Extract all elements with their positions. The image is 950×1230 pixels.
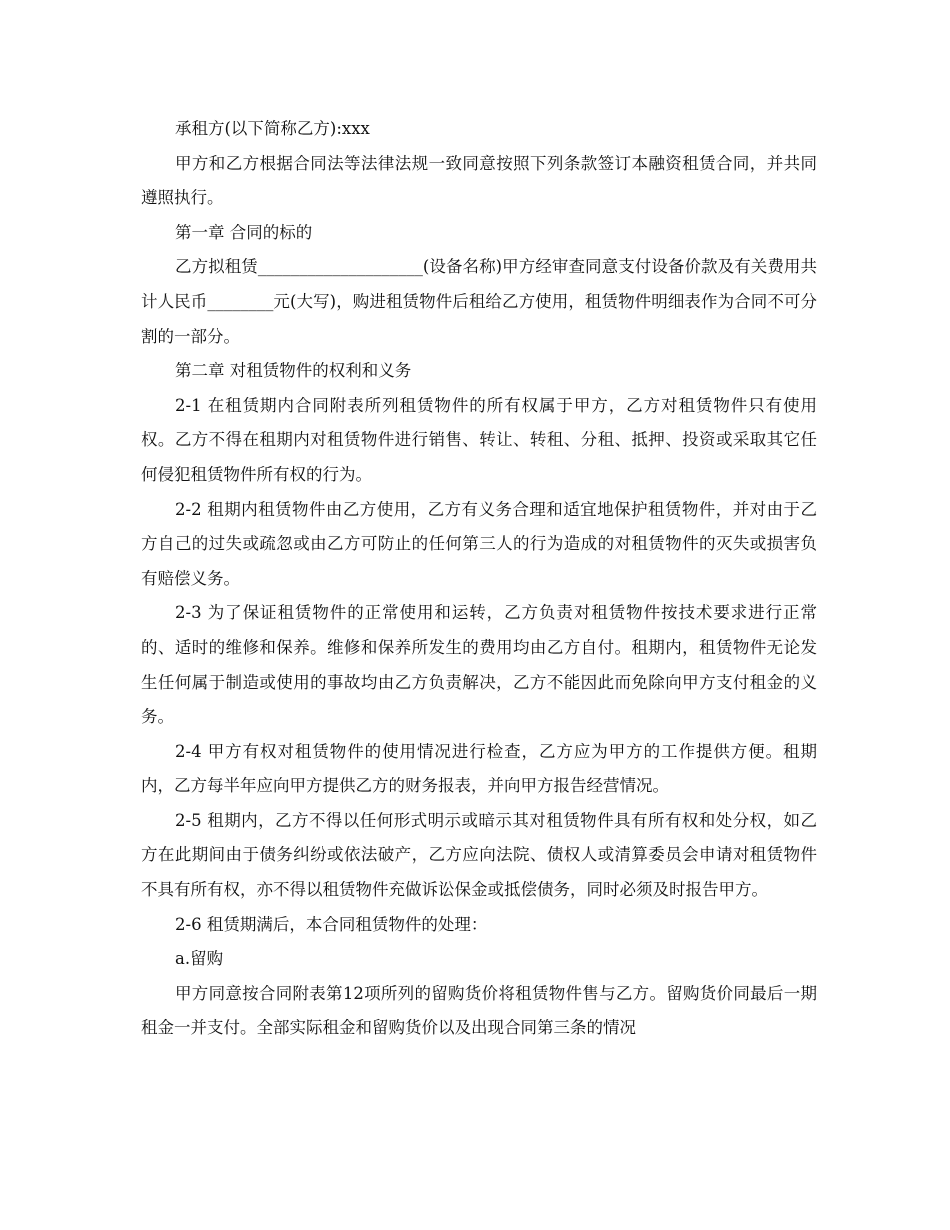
chapter-1-paragraph: 乙方拟租赁____________________(设备名称)甲方经审查同意支付设备价款及有关费用共计人民币________元(大写)，购进租赁物件后租给乙方使用，租赁物件明细表作为合同不可分割的一部分。 bbox=[141, 257, 817, 346]
clause-2-3: 2-3 为了保证租赁物件的正常使用和运转，乙方负责对租赁物件按技术要求进行正常的、适时的维修和保养。维修和保养所发生的费用均由乙方自付。租期内，租赁物件无论发生任何属于制造或使用的事故均由乙方负责解决，乙方不能因此而免除向甲方支付租金的义务。 bbox=[141, 603, 817, 727]
option-a-heading: a.留购 bbox=[175, 949, 224, 969]
chapter-1-heading: 第一章 合同的标的 bbox=[175, 222, 313, 242]
clause-2-2: 2-2 租期内租赁物件由乙方使用，乙方有义务合理和适宜地保护租赁物件，并对由于乙方自己的过失或疏忽或由乙方可防止的任何第三人的行为造成的对租赁物件的灭失或损害负有赔偿义务。 bbox=[141, 499, 817, 588]
clause-2-1: 2-1 在租赁期内合同附表所列租赁物件的所有权属于甲方，乙方对租赁物件只有使用权。乙方不得在租期内对租赁物件进行销售、转让、转租、分租、抵押、投资或采取其它任何侵犯租赁物件所有权的行为。 bbox=[141, 395, 817, 484]
chapter-2-heading: 第二章 对租赁物件的权利和义务 bbox=[175, 361, 412, 381]
clause-2-5: 2-5 租期内，乙方不得以任何形式明示或暗示其对租赁物件具有所有权和处分权，如乙方在此期间由于债务纠纷或依法破产，乙方应向法院、债权人或清算委员会申请对租赁物件不具有所有权，亦不得以租赁物件充做诉讼保金或抵偿债务，同时必须及时报告甲方。 bbox=[141, 810, 817, 900]
option-a-paragraph: 甲方同意按合同附表第12项所列的留购货价将租赁物件售与乙方。留购货价同最后一期租金一并支付。全部实际租金和留购货价以及出现合同第三条的情况 bbox=[141, 983, 817, 1038]
clause-2-6: 2-6 租赁期满后，本合同租赁物件的处理： bbox=[175, 914, 488, 934]
clause-2-4: 2-4 甲方有权对租赁物件的使用情况进行检查，乙方应为甲方的工作提供方便。租期内，乙方每半年应向甲方提供乙方的财务报表，并向甲方报告经营情况。 bbox=[141, 741, 817, 796]
document-body bbox=[141, 112, 817, 1046]
preamble-paragraph: 甲方和乙方根据合同法等法律法规一致同意按照下列条款签订本融资租赁合同，并共同遵照执行。 bbox=[141, 153, 817, 208]
party-b-line: 承租方(以下简称乙方):xxx bbox=[175, 119, 370, 138]
